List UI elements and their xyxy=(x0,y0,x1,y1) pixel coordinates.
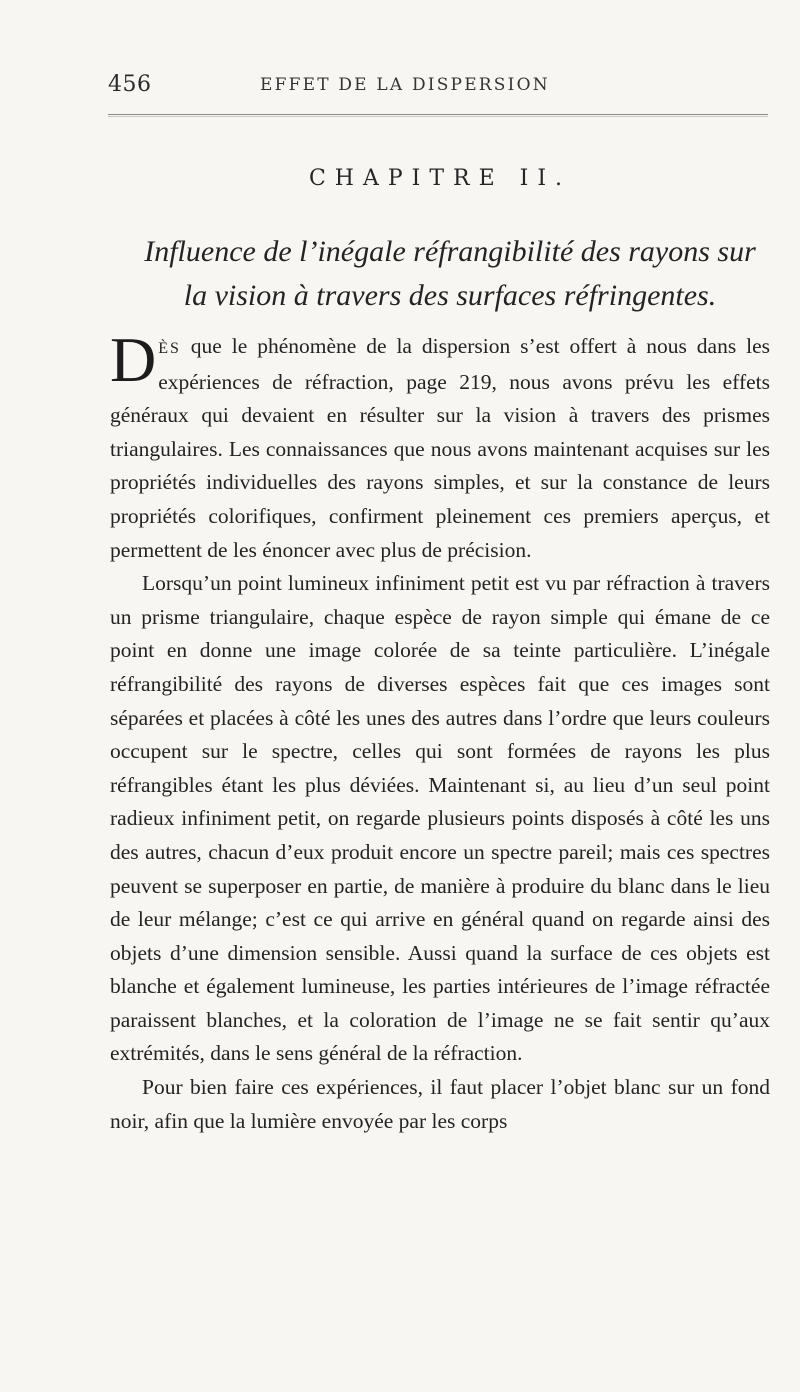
drop-cap: D xyxy=(110,324,157,395)
paragraph-1-text: que le phénomène de la dispersion s’est offert à nous dans les expériences de réfraction, page 219, nous avons prévu les effets généraux qui devaient en résulter sur la vision à travers des prismes triangulaires. Les connaissances que nous avons maintenant acquises sur les propriétés individuelles des rayons simples, et sur la constance de leurs propriétés colorifiques, confirment pleinement ces premiers aperçus, et permettent de les énoncer avec plus de précision. xyxy=(110,334,770,562)
chapter-heading: CHAPITRE II. xyxy=(308,166,572,191)
paragraph-1 xyxy=(110,324,770,567)
page-number: 456 xyxy=(108,72,152,97)
first-word-rest: ÈS xyxy=(158,340,181,357)
running-header xyxy=(108,72,768,102)
paragraph-3: Pour bien faire ces expériences, il faut placer l’objet blanc sur un fond noir, afin que la lumière envoyée par les corps xyxy=(110,1075,770,1133)
header-rule xyxy=(108,114,768,117)
chapter-subtitle: Influence de l’inégale réfrangibilité des rayons sur la vision à travers des surfaces réfringentes. xyxy=(144,235,756,312)
body-text xyxy=(110,324,770,1138)
paragraph-2: Lorsqu’un point lumineux infiniment petit est vu par réfraction à travers un prisme triangulaire, chaque espèce de rayon simple qui émane de ce point en donne une image colorée de sa teinte particulière. L’inégale réfrangibilité des rayons de diverses espèces fait que ces images sont séparées et placées à côté les unes des autres dans l’ordre que leurs couleurs occupent sur le spectre, celles qui sont formées de rayons les plus réfrangibles étant les plus déviées. Maintenant si, au lieu d’un seul point radieux infiniment petit, on regarde plusieurs points disposés à côté les uns des autres, chacun d’eux produit encore un spectre pareil; mais ces spectres peuvent se superposer en partie, de manière à produire du blanc dans le lieu de leur mélange; c’est ce qui arrive en général quand on regarde ainsi des objets d’une dimension sensible. Aussi quand la surface de ces objets est blanche et également lumineuse, les parties intérieures de l’image réfractée paraissent blanches, et la coloration de l’image ne se fait sentir qu’aux extrémités, dans le sens général de la réfraction. xyxy=(110,571,770,1066)
running-title: EFFET DE LA DISPERSION xyxy=(260,75,550,95)
